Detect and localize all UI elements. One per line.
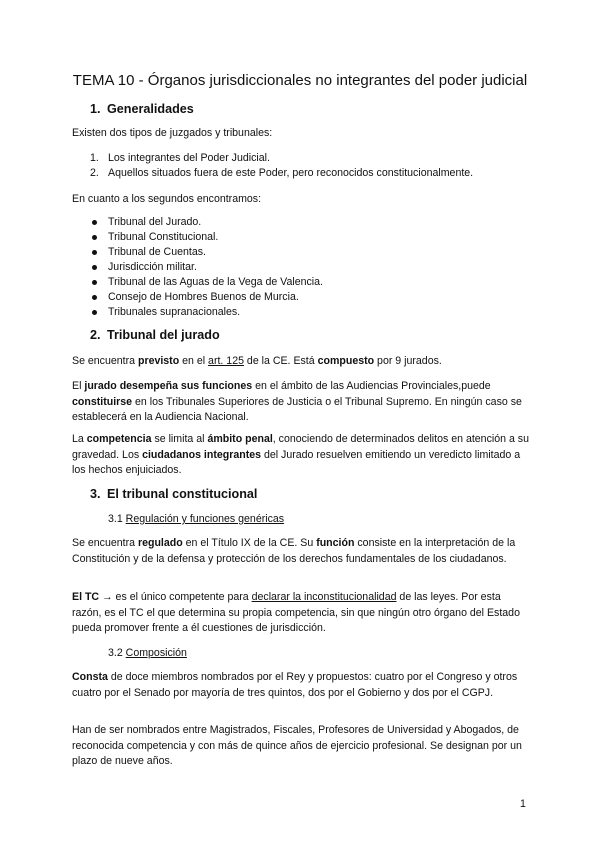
list-item-text: Los integrantes del Poder Judicial. [108,152,270,164]
page-number: 1 [520,798,526,810]
section-title: El tribunal constitucional [107,487,258,501]
bullet-dot [92,220,97,225]
bullet-text: Tribunal de Cuentas. [108,246,206,258]
paragraph: Se encuentra regulado en el Título IX de la CE. Su función consiste en la interpretación de la Constitución y de la defensa y protección de los derechos fundamentales de los ciudadanos. [72,537,516,565]
bullet-dot [92,235,97,240]
bullet-text: Tribunal del Jurado. [108,216,202,228]
document-title: TEMA 10 - Órganos jurisdiccionales no integrantes del poder judicial [72,72,528,89]
subsection-heading: 3.2 Composición [108,647,187,659]
bullet-text: Tribunales supranacionales. [108,306,241,318]
section-number: 2. [90,328,101,342]
paragraph: Existen dos tipos de juzgados y tribunales: [72,127,273,139]
paragraph: Consta de doce miembros nombrados por el Rey y propuestos: cuatro por el Congreso y otros cuatro por el Senado por mayoría de tres quintos, dos por el Gobierno y dos por el CGPJ. [72,671,518,699]
list-item-text: Aquellos situados fuera de este Poder, pero reconocidos constitucionalmente. [108,167,474,179]
bullet-dot [92,310,97,315]
bullet-text: Consejo de Hombres Buenos de Murcia. [108,291,299,303]
bullet-text: Tribunal Constitucional. [108,231,219,243]
list-marker: 2. [90,167,99,179]
bullet-dot [92,265,97,270]
paragraph: El TC → es el único competente para declarar la inconstitucionalidad de las leyes. Por esta razón, es el TC el que determina su propia competencia, sin que ningún otro órgano del Estado pueda promover frente a él cuestiones de jurisdicción. [72,591,520,634]
paragraph: La competencia se limita al ámbito penal, conociendo de determinados delitos en atención a su gravedad. Los ciudadanos integrantes del Jurado resuelven emitiendo un veredicto limitado a los hechos enjuiciados. [72,433,529,476]
article-link[interactable]: art. 125 [208,355,244,367]
bullet-dot [92,295,97,300]
bullet-dot [92,250,97,255]
section-title: Tribunal del jurado [107,328,220,342]
paragraph: Se encuentra previsto en el art. 125 de la CE. Está compuesto por 9 jurados. [72,355,442,367]
paragraph: El jurado desempeña sus funciones en el ámbito de las Audiencias Provinciales,puede constituirse en los Tribunales Superiores de Justicia o el Tribunal Supremo. En ningún caso se establecerá en la Audiencia Nacional. [72,380,522,423]
bullet-text: Jurisdicción militar. [108,261,197,273]
list-marker: 1. [90,152,99,164]
section-title: Generalidades [107,102,194,116]
bullet-dot [92,280,97,285]
section-number: 3. [90,487,101,501]
subsection-heading: 3.1 Regulación y funciones genéricas [108,513,285,525]
section-number: 1. [90,102,101,116]
paragraph: En cuanto a los segundos encontramos: [72,193,262,205]
bullet-text: Tribunal de las Aguas de la Vega de Valencia. [108,276,323,288]
paragraph: Han de ser nombrados entre Magistrados, Fiscales, Profesores de Universidad y Abogados, de reconocida competencia y con más de quince años de ejercicio profesional. Se designan por un plazo de nueve años. [72,724,522,767]
